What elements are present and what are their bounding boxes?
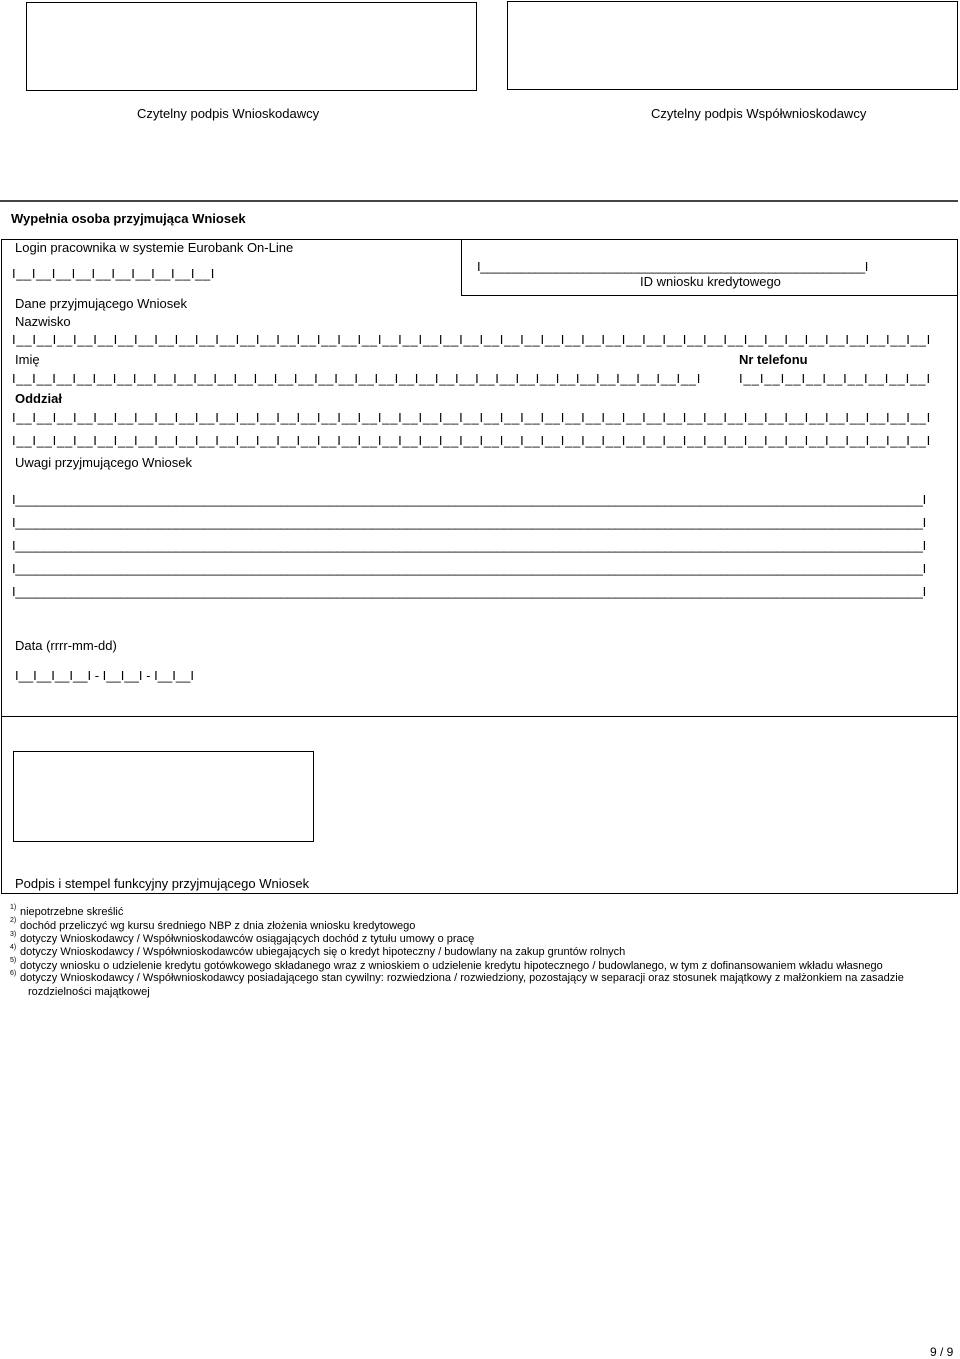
footnote-text: dotyczy Wnioskodawcy / Współwnioskodawcy posiadającego stan cywilny: rozwiedziona / rozwiedziony, pozostający w separacji oraz stosunek majątkowy z małżonkiem na zasadzie	[20, 972, 904, 984]
surname-label: Nazwisko	[15, 314, 71, 329]
first-name-field	[12, 371, 701, 386]
login-cell-divider	[461, 239, 462, 296]
footnote-mark: 5)	[10, 957, 17, 964]
surname-field	[12, 332, 931, 347]
date-field	[15, 668, 194, 683]
branch-boxes: I__I__I__I__I__I__I__I__I__I__I__I__I__I__I__I__I__I__I__I__I__I__I__I__I__I__I__I__I__I__I__I__I__I__I__I__I__I__I__I__I__I__I__I__I__I	[12, 410, 931, 425]
phone-field	[739, 371, 931, 386]
remarks-label: Uwagi przyjmującego Wniosek	[15, 455, 193, 470]
stamp-label: Podpis i stempel funkcyjny przyjmującego Wniosek	[15, 876, 310, 891]
coapplicant-signature-label: Czytelny podpis Współwnioskodawcy	[651, 106, 867, 121]
phone-label: Nr telefonu	[739, 352, 808, 367]
login-boxes: I__I__I__I__I__I__I__I__I__I__I	[12, 266, 215, 281]
footnote-text: niepotrzebne skreślić	[20, 906, 124, 918]
footnote-text: dochód przeliczyć wg kursu średniego NBP z dnia złożenia wniosku kredytowego	[20, 920, 416, 932]
stamp-box	[13, 751, 314, 842]
branch-label: Oddział	[15, 391, 62, 406]
first-name-boxes: I__I__I__I__I__I__I__I__I__I__I__I__I__I__I__I__I__I__I__I__I__I__I__I__I__I__I__I__I__I__I__I__I__I__I	[12, 371, 701, 386]
date-label: Data (rrrr-mm-dd)	[15, 638, 117, 653]
phone-boxes: I__I__I__I__I__I__I__I__I__I	[739, 371, 931, 386]
footnote-mark: 6)	[10, 970, 17, 977]
section-title: Wypełnia osoba przyjmująca Wniosek	[11, 211, 246, 226]
surname-boxes: I__I__I__I__I__I__I__I__I__I__I__I__I__I__I__I__I__I__I__I__I__I__I__I__I__I__I__I__I__I__I__I__I__I__I__I__I__I__I__I__I__I__I__I__I__I	[12, 332, 931, 347]
id-cell-bottom-border	[461, 295, 958, 296]
receiver-heading: Dane przyjmującego Wniosek	[15, 296, 187, 311]
remarks-line-4	[12, 561, 926, 576]
footnote-text: dotyczy Wnioskodawcy / Współwnioskodawców osiągających dochód z tytułu umowy o pracę	[20, 933, 475, 945]
application-id-label: ID wniosku kredytowego	[640, 274, 781, 289]
remarks-line: I__________________________________________________________________________________________________________________________________I	[12, 584, 926, 599]
branch-boxes: I__I__I__I__I__I__I__I__I__I__I__I__I__I__I__I__I__I__I__I__I__I__I__I__I__I__I__I__I__I__I__I__I__I__I__I__I__I__I__I__I__I__I__I__I__I	[12, 433, 931, 448]
application-id-field	[477, 259, 868, 274]
branch-field-row-2	[12, 433, 931, 448]
footnote-text-continuation: rozdzielności majątkowej	[28, 986, 150, 998]
applicant-signature-label: Czytelny podpis Wnioskodawcy	[137, 106, 320, 121]
application-id-line: I________________________________________________________I	[477, 259, 868, 274]
footnote-mark: 2)	[10, 917, 17, 924]
branch-field-row-1	[12, 410, 931, 425]
login-label: Login pracownika w systemie Eurobank On-Line	[15, 240, 294, 255]
footnote-text: dotyczy Wnioskodawcy / Współwnioskodawców ubiegających się o kredyt hipoteczny / budowlany na zakup gruntów rolnych	[20, 946, 626, 958]
remarks-line-3	[12, 538, 926, 553]
footnote-text: dotyczy wniosku o udzielenie kredytu gotówkowego składanego wraz z wnioskiem o udzielenie kredytu hipotecznego / budowlanego, w tym z dofinansowaniem wkładu własnego	[20, 960, 883, 972]
remarks-line-5	[12, 584, 926, 599]
coapplicant-signature-box	[507, 1, 958, 90]
remarks-line: I__________________________________________________________________________________________________________________________________I	[12, 561, 926, 576]
page-number: 9 / 9	[930, 1345, 954, 1359]
remarks-line: I__________________________________________________________________________________________________________________________________I	[12, 492, 926, 507]
section-divider	[0, 200, 958, 202]
remarks-line: I__________________________________________________________________________________________________________________________________I	[12, 538, 926, 553]
date-boxes: I__I__I__I__I - I__I__I - I__I__I	[15, 668, 194, 683]
remarks-line-1	[12, 492, 926, 507]
footnote-mark: 4)	[10, 944, 17, 951]
remarks-line: I__________________________________________________________________________________________________________________________________I	[12, 515, 926, 530]
remarks-line-2	[12, 515, 926, 530]
login-field	[12, 266, 215, 281]
first-name-label: Imię	[15, 352, 40, 367]
footnote-mark: 3)	[10, 931, 17, 938]
footnote-mark: 1)	[10, 904, 17, 911]
applicant-signature-box	[26, 2, 477, 91]
